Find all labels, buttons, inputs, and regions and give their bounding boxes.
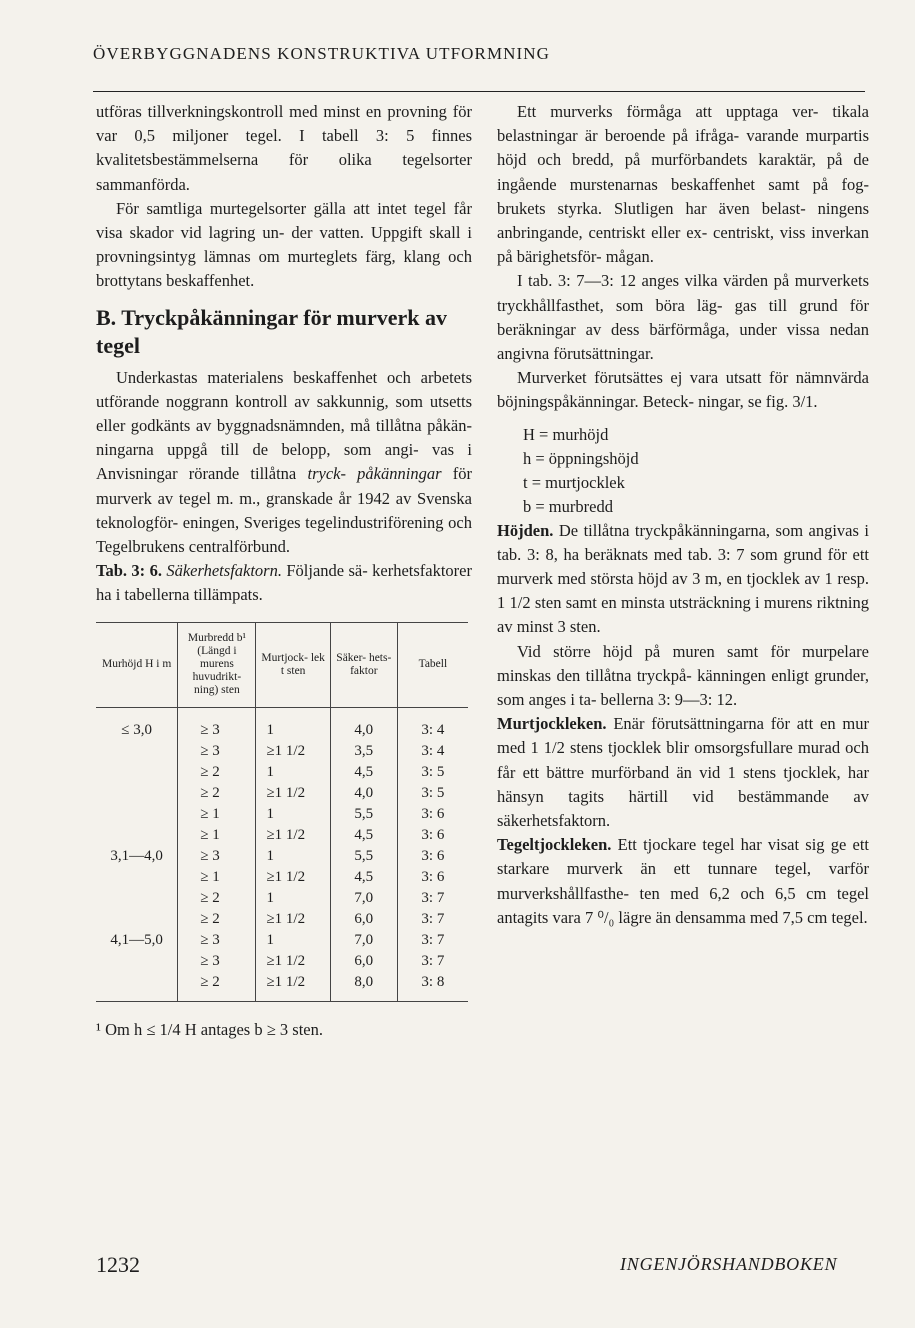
header-tabell: Tabell xyxy=(397,622,468,707)
cell-faktor: 7,0 xyxy=(330,888,397,909)
cell-murtjocklek: 1 xyxy=(256,846,330,867)
table-row xyxy=(96,707,468,741)
cell-murhojd: ≤ 3,0 xyxy=(121,721,153,738)
table-title: Säkerhetsfaktorn. xyxy=(166,561,282,581)
notation-list xyxy=(497,423,869,519)
cell-faktor: 4,5 xyxy=(330,867,397,888)
left-paragraph-1: utföras tillverkningskontroll med minst en provning för var 0,5 miljoner tegel. I tabell 3: 5 finnes kvalitetsbestämmelserna för olika tegelsorter sammanförda. xyxy=(96,102,472,194)
cell-faktor: 4,0 xyxy=(330,783,397,804)
cell-tabell: 3: 5 xyxy=(397,783,468,804)
header-murtjocklek: Murtjock- lek t sten xyxy=(256,622,330,707)
cell-murhojd xyxy=(96,804,178,825)
tegeltjocklek-paragraph xyxy=(497,833,869,930)
table-row xyxy=(96,825,468,846)
cell-tabell: 3: 6 xyxy=(397,825,468,846)
cell-murbredd: ≥ 2 xyxy=(178,888,256,909)
cell-murbredd: ≥ 1 xyxy=(178,825,256,846)
left-paragraph-3 xyxy=(96,366,472,560)
cell-murhojd xyxy=(96,972,178,1002)
cell-murbredd: ≥ 1 xyxy=(178,867,256,888)
right-paragraph-3: Murverket förutsättes ej vara utsatt för nämnvärda böjningspåkänningar. Beteck- ningar, se fig. 3/1. xyxy=(497,368,869,412)
cell-murbredd: ≥ 3 xyxy=(178,930,256,951)
book-title: INGENJÖRSHANDBOKEN xyxy=(620,1254,838,1274)
cell-murtjocklek: ≥1 1/2 xyxy=(256,741,330,762)
table-row xyxy=(96,888,468,909)
cell-murbredd: ≥ 3 xyxy=(178,951,256,972)
table-row xyxy=(96,972,468,1002)
cell-faktor: 6,0 xyxy=(330,909,397,930)
tegeltjocklek-text: Ett tjockare tegel har visat sig ge ett starkare murverk än ett tunnare tegel, varför murverkshållfasthe- ten med 6,2 och 6,5 cm tegel antagits vara 7 ⁰/₀ lägre än densamma med 7,5 cm tegel. xyxy=(497,835,869,927)
table-row xyxy=(96,909,468,930)
cell-murtjocklek: 1 xyxy=(256,762,330,783)
hojden-title: Höjden. xyxy=(497,520,554,540)
p3-text-a: Underkastas materialens beskaffenhet och arbetets utförande noggrann kontroll av sakkunnig, som utsetts eller godkänts av byggnadsnämnden, må tillåtna påkän- ningarna uppgå till de belopp, som angi- vas i Anvisningar rörande tillåtna xyxy=(96,367,472,484)
cell-tabell: 3: 4 xyxy=(397,741,468,762)
table-row xyxy=(96,867,468,888)
cell-murbredd: ≥ 2 xyxy=(178,972,256,1002)
right-column xyxy=(497,100,869,930)
table-body xyxy=(96,707,468,1001)
table-row xyxy=(96,741,468,762)
safety-factor-table xyxy=(96,622,468,1002)
cell-tabell: 3: 7 xyxy=(397,909,468,930)
cell-murtjocklek: 1 xyxy=(256,888,330,909)
header-murhojd: Murhöjd H i m xyxy=(102,658,172,671)
cell-murtjocklek: 1 xyxy=(256,930,330,951)
header-rule xyxy=(93,91,865,92)
cell-tabell: 3: 7 xyxy=(397,951,468,972)
table-row xyxy=(96,783,468,804)
cell-tabell: 3: 7 xyxy=(397,930,468,951)
p3-italic: tryck- påkänningar xyxy=(307,464,442,484)
cell-tabell: 3: 6 xyxy=(397,867,468,888)
cell-murbredd: ≥ 2 xyxy=(178,762,256,783)
table-header-row xyxy=(96,622,468,707)
hojden-paragraph xyxy=(497,519,869,640)
cell-murhojd: 3,1—4,0 xyxy=(110,847,163,864)
table-row xyxy=(96,951,468,972)
page-number: 1232 xyxy=(96,1252,140,1277)
notation-b: b = murbredd xyxy=(523,496,613,516)
left-paragraph-2: För samtliga murtegelsorter gälla att intet tegel får visa skador vid lagring un- der vatten. Uppgift skall i provningsintyg lämnas om murteglets färg, klang och brottytans beskaffenhet. xyxy=(96,198,472,291)
cell-murtjocklek: ≥1 1/2 xyxy=(256,951,330,972)
right-paragraph-1: Ett murverks förmåga att upptaga ver- tikala belastningar är beroende på ifråga- varande murpartis höjd och bredd, på murförbandets karaktär, på de ingående murstenarnas beskaffenhet samt på fog- brukets styrka. Slutligen har även belast- ningens anbringande, centriskt eller ex- centriskt, viss inverkan på bärighetsför- mågan. xyxy=(497,102,869,267)
p3-text-b: för murverk av tegel m. m., granskade år 1942 av Svenska teknologför- eningen, Sveriges tegelindustriförening och Tegelbrukens centralförbund. xyxy=(96,464,472,557)
table-caption xyxy=(96,559,472,607)
cell-murbredd: ≥ 3 xyxy=(178,741,256,762)
table-row xyxy=(96,846,468,867)
cell-murtjocklek: 1 xyxy=(256,707,330,741)
cell-faktor: 4,0 xyxy=(330,707,397,741)
cell-faktor: 5,5 xyxy=(330,804,397,825)
cell-faktor: 3,5 xyxy=(330,741,397,762)
hojden-text: De tillåtna tryckpåkänningarna, som angivas i tab. 3: 8, ha beräknats med tab. 3: 7 som grund för ett murverk med största höjd av 3 m, en tjocklek av 1 resp. 1 1/2 sten samt en minsta utsträckning i murens riktning av minst 3 sten. xyxy=(497,520,869,637)
cell-murtjocklek: ≥1 1/2 xyxy=(256,783,330,804)
cell-murhojd: 4,1—5,0 xyxy=(110,931,163,948)
cell-murhojd xyxy=(96,867,178,888)
murtjocklek-title: Murtjockleken. xyxy=(497,714,607,734)
footnote: ¹ Om h ≤ 1/4 H antages b ≥ 3 sten. xyxy=(96,1019,323,1039)
cell-murbredd: ≥ 1 xyxy=(178,804,256,825)
cell-murtjocklek: ≥1 1/2 xyxy=(256,972,330,1002)
cell-faktor: 4,5 xyxy=(330,762,397,783)
header-murbredd: Murbredd b¹ (Längd i murens huvudrikt- ning) sten xyxy=(178,622,256,707)
cell-tabell: 3: 5 xyxy=(397,762,468,783)
tegeltjocklek-title: Tegeltjockleken. xyxy=(497,835,612,855)
murtjocklek-paragraph xyxy=(497,712,869,833)
cell-tabell: 3: 6 xyxy=(397,846,468,867)
table-row xyxy=(96,804,468,825)
murtjocklek-text: Enär förutsättningarna för att en mur med 1 1/2 stens tjocklek blir omsorgsfullare murad och får ett bättre murförband än vid 1 stens tjocklek, har hänsyn tagits härtill vid bestämmande av säkerhetsfaktorn. xyxy=(497,714,869,831)
cell-murtjocklek: ≥1 1/2 xyxy=(256,909,330,930)
cell-tabell: 3: 7 xyxy=(397,888,468,909)
cell-murbredd: ≥ 3 xyxy=(178,846,256,867)
cell-tabell: 3: 8 xyxy=(397,972,468,1002)
cell-murbredd: ≥ 2 xyxy=(178,909,256,930)
cell-faktor: 7,0 xyxy=(330,930,397,951)
cell-murhojd xyxy=(96,741,178,762)
right-paragraph-5: Vid större höjd på muren samt för murpelare minskas den tillåtna tryckpå- känningen enligt grunder, som anges i ta- bellerna 3: 9—3: 12. xyxy=(497,641,869,710)
cell-faktor: 4,5 xyxy=(330,825,397,846)
header-sakerhetsfaktor: Säker- hets- faktor xyxy=(330,622,397,707)
notation-t: t = murtjocklek xyxy=(523,472,625,492)
cell-murbredd: ≥ 3 xyxy=(178,707,256,741)
cell-murhojd xyxy=(96,888,178,909)
cell-murhojd xyxy=(96,909,178,930)
cell-murtjocklek: ≥1 1/2 xyxy=(256,867,330,888)
cell-faktor: 5,5 xyxy=(330,846,397,867)
cell-murtjocklek: 1 xyxy=(256,804,330,825)
cell-tabell: 3: 4 xyxy=(397,707,468,741)
cell-faktor: 8,0 xyxy=(330,972,397,1002)
table-label: Tab. 3: 6. xyxy=(96,561,162,581)
cell-murtjocklek: ≥1 1/2 xyxy=(256,825,330,846)
cell-murbredd: ≥ 2 xyxy=(178,783,256,804)
cell-tabell: 3: 6 xyxy=(397,804,468,825)
cell-murhojd xyxy=(96,825,178,846)
cell-murhojd xyxy=(96,783,178,804)
cell-murhojd xyxy=(96,762,178,783)
notation-h: h = öppningshöjd xyxy=(523,448,639,468)
table-row xyxy=(96,762,468,783)
table-caption-rest: Följande sä- kerhetsfaktorer ha i tabellerna tillämpats. xyxy=(96,561,472,605)
notation-H: H = murhöjd xyxy=(523,424,609,444)
cell-murhojd xyxy=(96,951,178,972)
right-paragraph-2: I tab. 3: 7—3: 12 anges vilka värden på murverkets tryckhållfasthet, som böra läg- gas till grund för beräkningar av dess bärförmåga, under vissa nedan angivna förutsättningar. xyxy=(497,271,869,364)
running-header: ÖVERBYGGNADENS KONSTRUKTIVA UTFORMNING xyxy=(93,44,551,63)
left-column xyxy=(96,100,472,1042)
table-row xyxy=(96,930,468,951)
cell-faktor: 6,0 xyxy=(330,951,397,972)
section-heading: B. Tryckpåkänningar för murverk av tegel xyxy=(96,304,448,358)
